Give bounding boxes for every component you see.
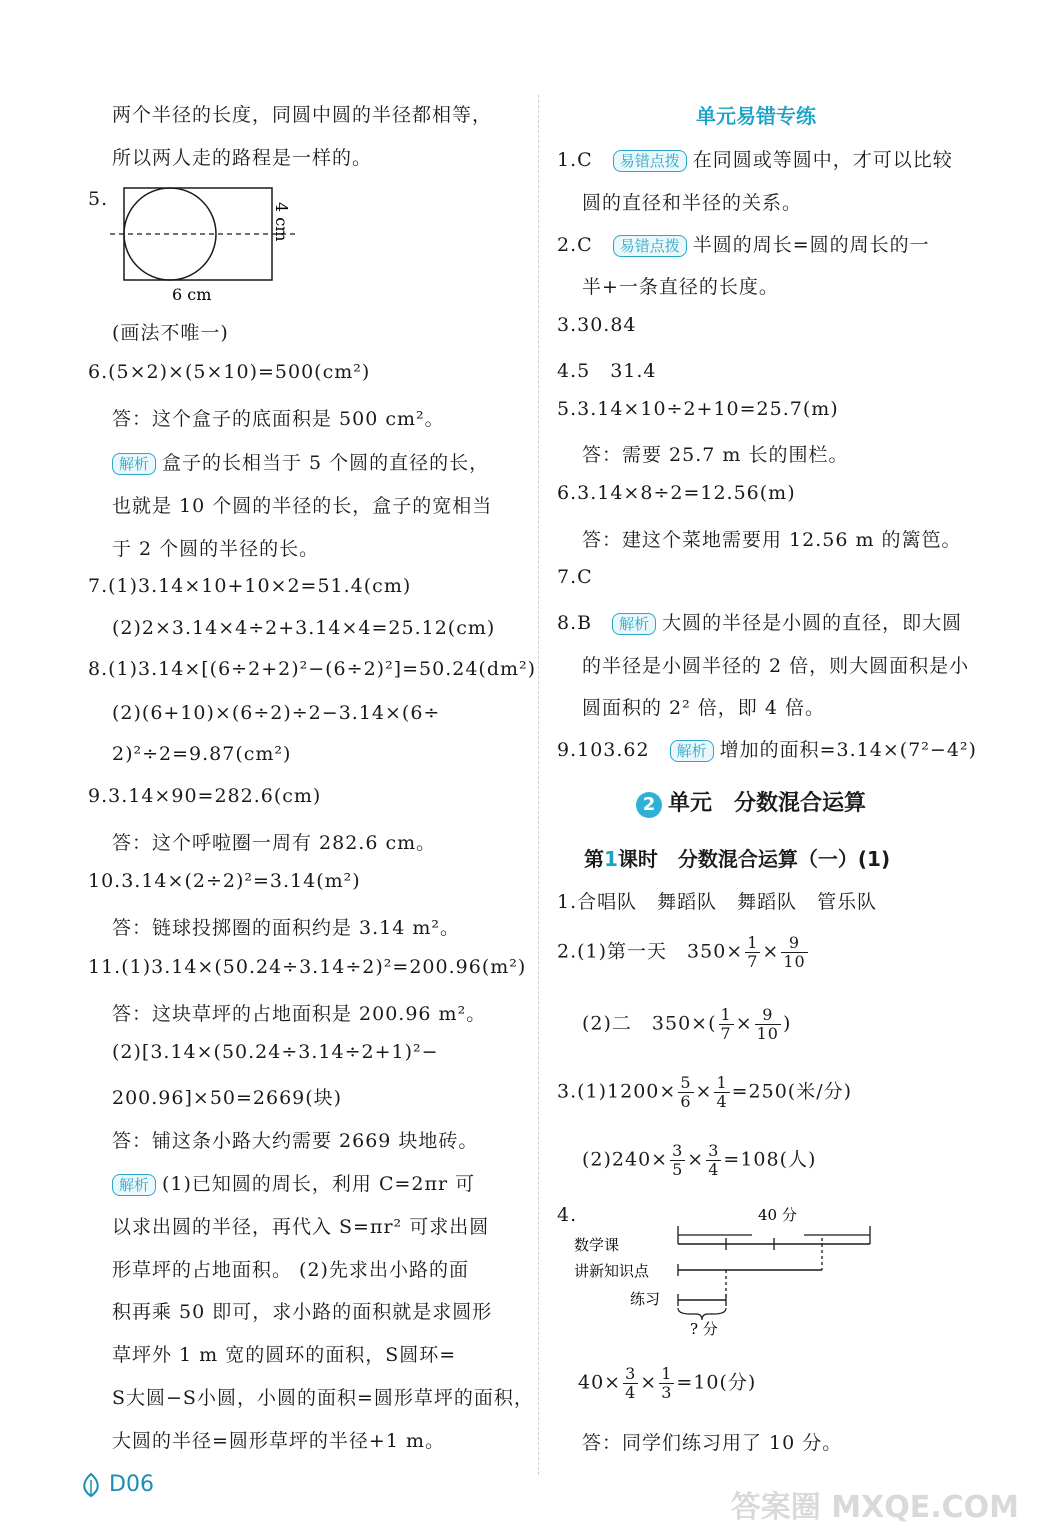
- r1-line-2: 圆的直径和半径的关系。: [582, 192, 803, 214]
- unit-title-text: 单元 分数混合运算: [668, 791, 867, 816]
- lesson-number: 1: [604, 847, 618, 871]
- watermark: 答案圈 MXQE.COM: [730, 1490, 1019, 1525]
- s2a-pre: 2.(1)第一天 350×: [557, 940, 744, 963]
- analysis-tag: 解析: [112, 453, 156, 475]
- r8-analysis-1: 大圆的半径是小圆的直径，即大圆: [662, 612, 963, 634]
- times-sign: ×: [687, 1148, 705, 1171]
- column-divider: [538, 95, 539, 1475]
- s4-number: 4.: [557, 1204, 578, 1226]
- q8-part2-cont: 2)²÷2=9.87(cm²): [112, 743, 292, 765]
- r1-answer: 1.C: [557, 149, 593, 171]
- q11-analysis-2: 以求出圆的半径，再代入 S=πr² 可求出圆: [112, 1216, 490, 1238]
- q11-analysis-5: 草坪外 1 m 宽的圆环的面积，S圆环=: [112, 1344, 457, 1366]
- q9-formula: 9.3.14×90=282.6(cm): [88, 785, 322, 807]
- s4-question-label: ? 分: [690, 1320, 718, 1338]
- fraction: $\frac{9}{10}$: [756, 1005, 779, 1043]
- q11-answer2: 答：铺这条小路大约需要 2669 块地砖。: [112, 1130, 479, 1152]
- s4-row1-label: 数学课: [574, 1236, 620, 1254]
- r8-line-1: [557, 608, 962, 635]
- lesson-pre: 第: [584, 847, 604, 871]
- q7-part1: 7.(1)3.14×10+10×2=51.4(cm): [88, 575, 412, 597]
- r5-formula: 5.3.14×10÷2+10=25.7(m): [557, 398, 839, 420]
- q6-analysis-3: 于 2 个圆的半径的长。: [112, 538, 320, 560]
- s2-part1: [557, 934, 810, 971]
- r8-line-3: 圆面积的 2² 倍，即 4 倍。: [582, 697, 825, 719]
- fraction: $\frac{9}{10}$: [783, 933, 806, 971]
- page-number: D06: [109, 1472, 154, 1497]
- s1: 1.合唱队 舞蹈队 舞蹈队 管乐队: [557, 891, 878, 913]
- q11-answer1: 答：这块草坪的占地面积是 200.96 m²。: [112, 1003, 487, 1025]
- s3-part1: [557, 1074, 852, 1111]
- r9-line: [557, 735, 977, 762]
- q11-analysis-1: [112, 1169, 475, 1196]
- s4-pre: 40×: [578, 1371, 622, 1394]
- q8-part1: 8.(1)3.14×[(6÷2+2)²−(6÷2)²]=50.24(dm²): [88, 658, 537, 680]
- s3b-post: =108(人): [723, 1148, 817, 1171]
- error-tip-tag: 易错点拨: [613, 150, 687, 172]
- r2-tip-1: 半圆的周长=圆的周长的一: [692, 234, 930, 256]
- fraction: $\frac{3}{4}$: [708, 1141, 720, 1179]
- q11-analysis-text-1: (1)已知圆的周长，利用 C=2πr 可: [162, 1173, 476, 1195]
- analysis-tag: 解析: [670, 740, 714, 762]
- times-sign: ×: [695, 1080, 713, 1103]
- q5-note: (画法不唯一): [112, 322, 229, 344]
- s3a-pre: 3.(1)1200×: [557, 1080, 677, 1103]
- r7: 7.C: [557, 566, 593, 588]
- q6-analysis-2: 也就是 10 个圆的半径的长，盒子的宽相当: [112, 495, 493, 517]
- s3-part2: [582, 1142, 816, 1179]
- times-sign: ×: [735, 1012, 753, 1035]
- unit-number-badge: 2: [636, 792, 662, 818]
- q5-rectangle-circle-figure: [108, 182, 308, 307]
- fraction: $\frac{1}{7}$: [720, 1005, 732, 1043]
- fraction: $\frac{1}{7}$: [747, 933, 759, 971]
- r2-answer: 2.C: [557, 234, 593, 256]
- fraction: $\frac{3}{4}$: [625, 1364, 637, 1402]
- r8-line-2: 的半径是小圆半径的 2 倍，则大圆面积是小: [582, 655, 970, 677]
- q11-analysis-3: 形草坪的占地面积。 (2)先求出小路的面: [112, 1259, 469, 1281]
- r9-analysis: 增加的面积=3.14×(7²−4²): [719, 739, 977, 761]
- q5-number: 5.: [88, 188, 109, 210]
- s2b-post: ): [782, 1012, 792, 1035]
- lesson-heading: [584, 843, 890, 872]
- lesson-title-text: 课时 分数混合运算（一）(1): [617, 847, 891, 871]
- r3: 3.30.84: [557, 314, 637, 336]
- s4-answer: 答：同学们练习用了 10 分。: [582, 1432, 843, 1454]
- s4-segment-diagram: [572, 1200, 892, 1345]
- s4-formula: [578, 1365, 756, 1402]
- q11-part1: 11.(1)3.14×(50.24÷3.14÷2)²=200.96(m²): [88, 956, 527, 978]
- fraction: $\frac{1}{4}$: [716, 1073, 728, 1111]
- s3b-pre: (2)240×: [582, 1148, 669, 1171]
- times-sign: ×: [762, 940, 780, 963]
- q10-formula: 10.3.14×(2÷2)²=3.14(m²): [88, 870, 361, 892]
- q5-height-label: 4 cm: [272, 202, 291, 242]
- s4-post: =10(分): [676, 1371, 757, 1394]
- section-title: 单元易错专练: [696, 104, 816, 128]
- left-line-1: 两个半径的长度，同圆中圆的半径都相等，: [112, 104, 493, 126]
- leaf-icon: [80, 1472, 102, 1498]
- q6-analysis-1: [112, 448, 489, 475]
- fraction: $\frac{5}{6}$: [680, 1073, 692, 1111]
- q11-analysis-7: 大圆的半径=圆形草坪的半径+1 m。: [112, 1430, 445, 1452]
- q11-analysis-6: S大圆−S小圆，小圆的面积=圆形草坪的面积，: [112, 1387, 534, 1409]
- s3a-post: =250(米/分): [731, 1080, 853, 1103]
- fraction: $\frac{3}{5}$: [672, 1141, 684, 1179]
- left-line-2: 所以两人走的路程是一样的。: [112, 147, 373, 169]
- error-tip-tag: 易错点拨: [613, 235, 687, 257]
- q11-part2: (2)[3.14×(50.24÷3.14÷2+1)²−: [112, 1041, 439, 1063]
- analysis-tag: 解析: [612, 613, 656, 635]
- r4: 4.5 31.4: [557, 360, 657, 382]
- analysis-tag: 解析: [112, 1174, 156, 1196]
- fraction: $\frac{1}{3}$: [661, 1364, 673, 1402]
- r6-formula: 6.3.14×8÷2=12.56(m): [557, 482, 796, 504]
- s4-total-label: 40 分: [758, 1206, 797, 1224]
- s2-part2: [582, 1006, 791, 1043]
- page-footer: [80, 1472, 154, 1498]
- r2-line-2: 半+一条直径的长度。: [582, 276, 779, 298]
- q9-answer: 答：这个呼啦圈一周有 282.6 cm。: [112, 832, 437, 854]
- q8-part2: (2)(6+10)×(6÷2)÷2−3.14×(6÷: [112, 702, 441, 724]
- r9-answer: 9.103.62: [557, 739, 650, 761]
- q11-analysis-4: 积再乘 50 即可，求小路的面积就是求圆形: [112, 1301, 493, 1323]
- times-sign: ×: [640, 1371, 658, 1394]
- q6-answer: 答：这个盒子的底面积是 500 cm²。: [112, 408, 445, 430]
- r6-answer: 答：建这个菜地需要用 12.56 m 的篱笆。: [582, 529, 962, 551]
- r1-line-1: [557, 145, 953, 172]
- r1-tip-1: 在同圆或等圆中，才可以比较: [692, 149, 953, 171]
- r5-answer: 答：需要 25.7 m 长的围栏。: [582, 444, 849, 466]
- r2-line-1: [557, 230, 930, 257]
- s4-row2-label: 讲新知识点: [574, 1262, 650, 1280]
- unit-heading: [636, 786, 866, 818]
- s4-row3-label: 练习: [630, 1290, 661, 1308]
- q6-formula: 6.(5×2)×(5×10)=500(cm²): [88, 361, 371, 383]
- q6-analysis-text-1: 盒子的长相当于 5 个圆的直径的长，: [162, 452, 490, 474]
- q10-answer: 答：链球投掷圈的面积约是 3.14 m²。: [112, 917, 461, 939]
- q11-part2-cont: 200.96]×50=2669(块): [112, 1087, 343, 1109]
- r8-answer: 8.B: [557, 612, 593, 634]
- q7-part2: (2)2×3.14×4÷2+3.14×4=25.12(cm): [112, 617, 496, 639]
- q5-width-label: 6 cm: [172, 285, 212, 304]
- s2b-pre: (2)二 350×(: [582, 1012, 717, 1035]
